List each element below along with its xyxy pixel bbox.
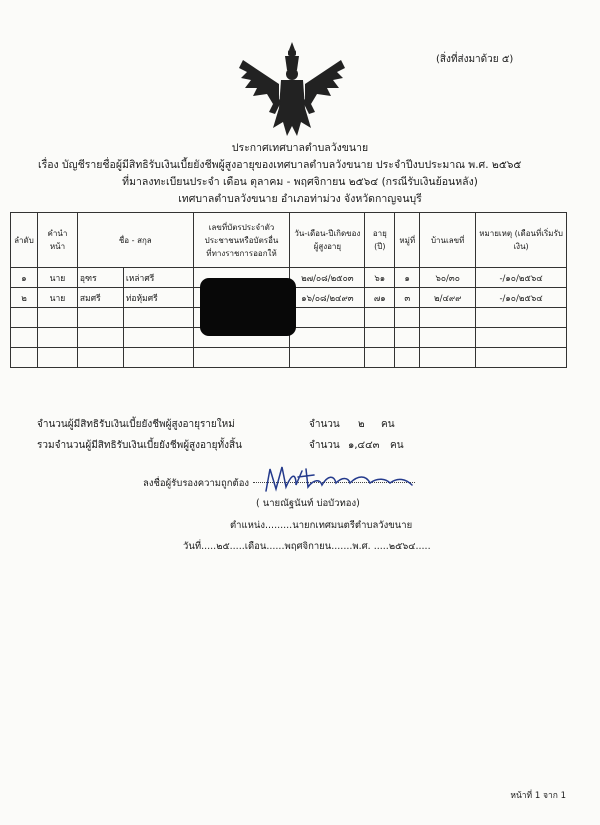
row-dob: ๒๗/๐๘/๒๕๐๓	[290, 268, 365, 288]
row-first-name: สมศรี	[77, 288, 123, 308]
col-header-dob: วัน-เดือน-ปีเกิดของผู้สูงอายุ	[290, 213, 365, 268]
row-no: ๑	[11, 268, 38, 288]
table-row-empty	[11, 348, 567, 368]
col-header-id: เลขที่บัตรประจำตัวประชาชนหรือบัตรอื่นที่ทางราชการออกให้	[193, 213, 290, 268]
row-note: -/๑๐/๒๕๖๔	[476, 288, 567, 308]
subject-line: เรื่อง บัญชีรายชื่อผู้มีสิทธิรับเงินเบี้ยยังชีพผู้สูงอายุของเทศบาลตำบลวังขนาย ประจำปีงบประมาณ พ.ศ. ๒๕๖๕	[38, 159, 522, 171]
row-last-name: เหล่าศรี	[123, 268, 193, 288]
signature-date: วันที่.....๒๕.....เดือน......พฤศจิกายน.......พ.ศ. .....๒๕๖๔.....	[183, 541, 431, 552]
announcement-title: ประกาศเทศบาลตำบลวังขนาย	[231, 142, 369, 154]
row-prefix: นาย	[37, 268, 77, 288]
total-count-unit: คน	[390, 440, 404, 451]
col-header-name: ชื่อ - สกุล	[77, 213, 193, 268]
new-beneficiaries-label: จำนวนผู้มีสิทธิรับเงินเบี้ยยังชีพผู้สูงอายุรายใหม่	[37, 419, 235, 430]
total-count-label: จำนวน	[309, 440, 340, 451]
col-header-house: บ้านเลขที่	[420, 213, 476, 268]
row-moo: ๓	[395, 288, 420, 308]
registration-period-line: ที่มาลงทะเบียนประจำ เดือน ตุลาคม - พฤศจิกายน ๒๕๖๔ (กรณีรับเงินย้อนหลัง)	[122, 176, 478, 188]
handwritten-signature	[262, 463, 422, 499]
col-header-age: อายุ (ปี)	[365, 213, 395, 268]
table-header-row	[11, 213, 567, 268]
row-no: ๒	[11, 288, 38, 308]
page-number: หน้าที่ 1 จาก 1	[510, 791, 566, 801]
col-header-moo: หมู่ที่	[395, 213, 420, 268]
col-header-note: หมายเหตุ (เดือนที่เริ่มรับเงิน)	[476, 213, 567, 268]
row-moo: ๑	[395, 268, 420, 288]
total-count-value: ๑,๔๔๓	[348, 440, 380, 451]
row-house: ๖๐/๓๐	[420, 268, 476, 288]
row-age: ๗๑	[365, 288, 395, 308]
row-note: -/๑๐/๒๕๖๔	[476, 268, 567, 288]
garuda-emblem-icon	[233, 38, 351, 140]
redaction-block	[200, 278, 296, 336]
row-house: ๒/๔๙๙	[420, 288, 476, 308]
new-count-label: จำนวน	[309, 419, 340, 430]
row-first-name: อุฑร	[77, 268, 123, 288]
total-beneficiaries-label: รวมจำนวนผู้มีสิทธิรับเงินเบี้ยยังชีพผู้สูงอายุทั้งสิ้น	[37, 440, 242, 451]
attachment-label: (สิ่งที่ส่งมาด้วย ๕)	[436, 54, 514, 65]
new-count-value: ๒	[358, 419, 365, 430]
row-prefix: นาย	[37, 288, 77, 308]
row-age: ๖๑	[365, 268, 395, 288]
certify-label: ลงชื่อผู้รับรองความถูกต้อง	[143, 478, 250, 489]
row-last-name: ท่อหุ้มศรี	[123, 288, 193, 308]
col-header-prefix: คำนำหน้า	[37, 213, 77, 268]
col-header-no: ลำดับ	[11, 213, 38, 268]
municipality-line: เทศบาลตำบลวังขนาย อำเภอท่าม่วง จังหวัดกาญจนบุรี	[178, 193, 422, 205]
signatory-position: ตำแหน่ง.........นายกเทศมนตรีตำบลวังขนาย	[230, 520, 413, 531]
signatory-name: ( นายณัฐนันท์ บ่อบัวทอง)	[256, 498, 360, 509]
new-count-unit: คน	[381, 419, 395, 430]
row-dob: ๑๖/๐๘/๒๔๙๓	[290, 288, 365, 308]
